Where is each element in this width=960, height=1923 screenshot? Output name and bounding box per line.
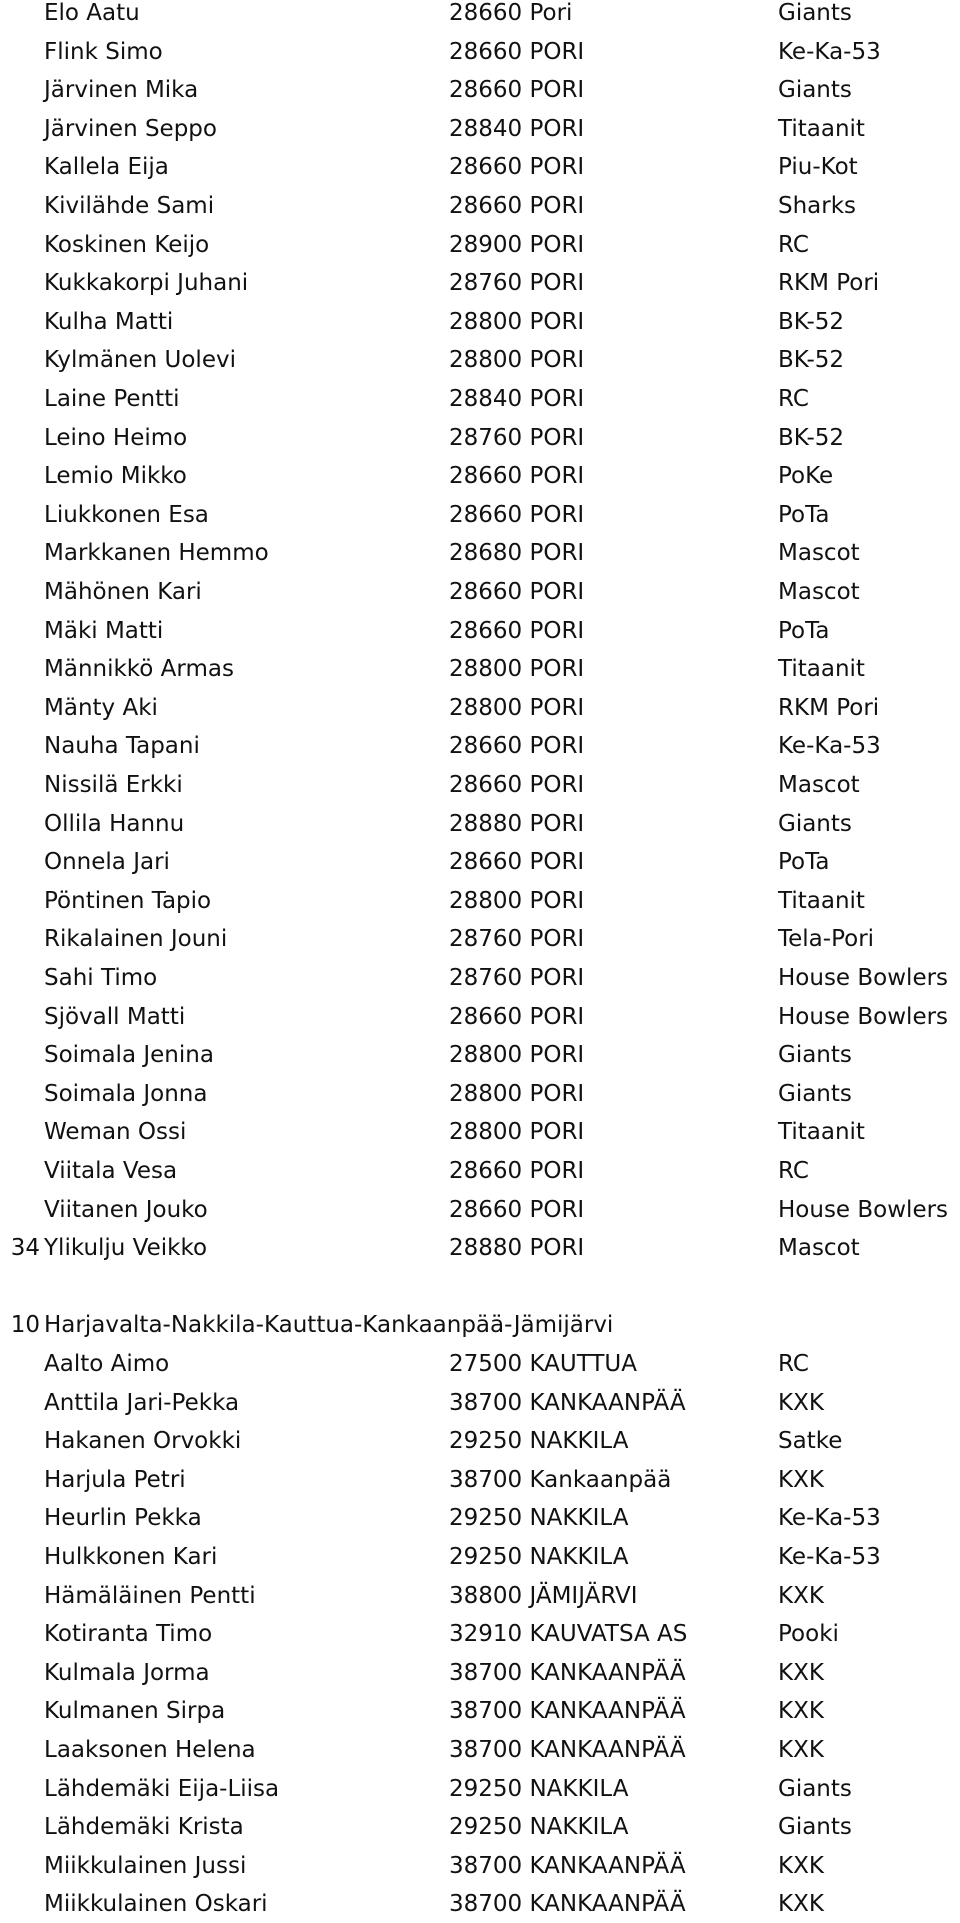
row-number: 34 — [10, 1235, 40, 1262]
member-name: Koskinen Keijo — [44, 231, 210, 258]
table-row — [0, 419, 960, 457]
member-address: 28660 PORI — [449, 463, 585, 490]
section-number: 10 — [10, 1312, 40, 1339]
member-name: Hulkkonen Kari — [44, 1544, 218, 1570]
member-address: 28660 PORI — [449, 733, 585, 760]
member-club: Giants — [778, 1080, 852, 1107]
member-club: BK-52 — [778, 308, 845, 335]
member-club: Mascot — [778, 540, 860, 567]
member-club: RC — [778, 386, 809, 412]
table-row — [0, 1075, 960, 1113]
member-address: 28660 PORI — [449, 617, 585, 644]
table-row — [0, 1229, 960, 1267]
member-address: 28660 Pori — [449, 0, 573, 26]
member-club: Piu-Kot — [778, 154, 858, 181]
member-name: Soimala Jenina — [44, 1042, 214, 1069]
member-address: 28760 PORI — [449, 270, 585, 297]
member-club: Titaanit — [778, 1119, 865, 1146]
member-name: Soimala Jonna — [44, 1080, 208, 1107]
member-club: Giants — [778, 1775, 852, 1802]
table-row — [0, 689, 960, 727]
member-club: House Bowlers — [778, 965, 949, 991]
member-address: 28660 PORI — [449, 38, 585, 65]
member-name: Harjula Petri — [44, 1466, 186, 1493]
member-name: Järvinen Mika — [44, 77, 199, 104]
table-row — [0, 1384, 960, 1422]
member-address: 32910 KAUVATSA AS — [449, 1621, 688, 1648]
table-row — [0, 496, 960, 534]
member-name: Lähdemäki Eija-Liisa — [44, 1775, 280, 1802]
section-header — [0, 1306, 960, 1344]
member-club: BK-52 — [778, 424, 845, 451]
section-title: Harjavalta-Nakkila-Kauttua-Kankaanpää-Jämijärvi — [44, 1312, 614, 1339]
member-address: 28660 PORI — [449, 1158, 585, 1184]
table-row — [0, 920, 960, 958]
member-address: 28660 PORI — [449, 772, 585, 798]
table-row — [0, 727, 960, 765]
member-address: 29250 NAKKILA — [449, 1428, 629, 1455]
member-address: 38700 KANKAANPÄÄ — [449, 1737, 686, 1763]
member-club: Ke-Ka-53 — [778, 733, 881, 760]
table-row — [0, 33, 960, 71]
member-name: Ylikulju Veikko — [44, 1235, 208, 1262]
member-name: Kylmänen Uolevi — [44, 347, 236, 374]
member-address: 28800 PORI — [449, 656, 585, 683]
member-address: 28660 PORI — [449, 849, 585, 876]
member-club: Titaanit — [778, 115, 865, 142]
member-club: KXK — [778, 1737, 824, 1763]
member-club: KXK — [778, 1698, 824, 1725]
member-address: 38700 KANKAANPÄÄ — [449, 1698, 686, 1725]
member-club: PoTa — [778, 501, 830, 528]
member-address: 28660 PORI — [449, 193, 585, 219]
member-name: Kotiranta Timo — [44, 1621, 213, 1648]
table-row — [0, 1808, 960, 1846]
member-name: Flink Simo — [44, 38, 163, 65]
member-name: Laine Pentti — [44, 386, 180, 412]
member-address: 28660 PORI — [449, 579, 585, 605]
member-club: Giants — [778, 0, 852, 26]
member-address: 28800 PORI — [449, 1042, 585, 1069]
table-row — [0, 959, 960, 997]
table-row — [0, 1461, 960, 1499]
member-address: 28760 PORI — [449, 926, 585, 953]
member-address: 28660 PORI — [449, 154, 585, 181]
table-row — [0, 1885, 960, 1923]
table-row — [0, 303, 960, 341]
member-club: Ke-Ka-53 — [778, 38, 881, 65]
member-club: House Bowlers — [778, 1196, 949, 1223]
member-club: Satke — [778, 1428, 843, 1455]
table-row — [0, 341, 960, 379]
member-club: Ke-Ka-53 — [778, 1505, 881, 1532]
member-address: 38700 KANKAANPÄÄ — [449, 1891, 686, 1918]
table-row — [0, 0, 960, 32]
member-address: 28900 PORI — [449, 231, 585, 258]
table-row — [0, 1692, 960, 1730]
table-row — [0, 226, 960, 264]
member-club: Giants — [778, 77, 852, 104]
member-name: Mäki Matti — [44, 617, 164, 644]
member-name: Kulmanen Sirpa — [44, 1698, 226, 1725]
member-name: Nauha Tapani — [44, 733, 200, 760]
member-club: BK-52 — [778, 347, 845, 374]
table-row — [0, 805, 960, 843]
table-row — [0, 187, 960, 225]
member-address: 38700 KANKAANPÄÄ — [449, 1852, 686, 1879]
member-address: 28660 PORI — [449, 1003, 585, 1030]
member-club: Tela-Pori — [778, 926, 875, 953]
member-name: Weman Ossi — [44, 1119, 187, 1146]
table-row — [0, 882, 960, 920]
member-club: PoTa — [778, 617, 830, 644]
member-club: KXK — [778, 1852, 824, 1879]
member-name: Kallela Eija — [44, 154, 169, 181]
member-address: 38700 Kankaanpää — [449, 1466, 672, 1493]
member-club: RC — [778, 1351, 809, 1377]
table-row — [0, 1615, 960, 1653]
member-name: Mänty Aki — [44, 694, 158, 721]
member-name: Kulmala Jorma — [44, 1659, 210, 1686]
member-name: Lähdemäki Krista — [44, 1814, 244, 1841]
table-row — [0, 1499, 960, 1537]
member-name: Viitala Vesa — [44, 1158, 178, 1184]
table-row — [0, 380, 960, 418]
member-address: 28660 PORI — [449, 77, 585, 104]
member-name: Liukkonen Esa — [44, 501, 209, 528]
table-row — [0, 573, 960, 611]
member-address: 28800 PORI — [449, 308, 585, 335]
table-row — [0, 612, 960, 650]
member-club: Giants — [778, 1814, 852, 1841]
member-name: Aalto Aimo — [44, 1351, 170, 1377]
table-row — [0, 148, 960, 186]
member-club: Mascot — [778, 1235, 860, 1262]
member-name: Elo Aatu — [44, 0, 140, 26]
member-address: 27500 KAUTTUA — [449, 1351, 637, 1377]
table-row — [0, 1191, 960, 1229]
member-name: Onnela Jari — [44, 849, 170, 876]
member-club: KXK — [778, 1891, 824, 1918]
table-row — [0, 1422, 960, 1460]
member-club: RKM Pori — [778, 694, 880, 721]
member-club: KXK — [778, 1659, 824, 1686]
member-name: Hakanen Orvokki — [44, 1428, 242, 1455]
table-row — [0, 766, 960, 804]
member-name: Anttila Jari-Pekka — [44, 1389, 240, 1416]
member-address: 28680 PORI — [449, 540, 585, 567]
member-name: Laaksonen Helena — [44, 1737, 256, 1763]
member-club: RC — [778, 231, 809, 258]
member-name: Rikalainen Jouni — [44, 926, 228, 953]
table-row — [0, 457, 960, 495]
member-address: 29250 NAKKILA — [449, 1775, 629, 1802]
table-row — [0, 1770, 960, 1808]
table-row — [0, 1036, 960, 1074]
table-row — [0, 1345, 960, 1383]
member-address: 28660 PORI — [449, 501, 585, 528]
table-row — [0, 71, 960, 109]
table-row — [0, 534, 960, 572]
member-name: Kukkakorpi Juhani — [44, 270, 249, 297]
member-name: Järvinen Seppo — [44, 115, 217, 142]
member-club: KXK — [778, 1389, 824, 1416]
member-name: Ollila Hannu — [44, 810, 185, 837]
member-address: 28840 PORI — [449, 115, 585, 142]
member-club: Mascot — [778, 579, 860, 605]
member-address: 38700 KANKAANPÄÄ — [449, 1659, 686, 1686]
member-address: 28760 PORI — [449, 424, 585, 451]
table-row — [0, 1847, 960, 1885]
member-address: 28800 PORI — [449, 887, 585, 914]
member-name: Mähönen Kari — [44, 579, 202, 605]
table-row — [0, 1538, 960, 1576]
member-club: Sharks — [778, 193, 857, 219]
member-club: Ke-Ka-53 — [778, 1544, 881, 1570]
member-address: 29250 NAKKILA — [449, 1814, 629, 1841]
member-address: 28880 PORI — [449, 810, 585, 837]
member-address: 28800 PORI — [449, 347, 585, 374]
member-club: Giants — [778, 810, 852, 837]
table-row — [0, 1731, 960, 1769]
member-club: KXK — [778, 1466, 824, 1493]
member-name: Markkanen Hemmo — [44, 540, 269, 567]
table-row — [0, 843, 960, 881]
table-row — [0, 1113, 960, 1151]
member-address: 28760 PORI — [449, 965, 585, 991]
member-address: 29250 NAKKILA — [449, 1544, 629, 1570]
member-address: 28840 PORI — [449, 386, 585, 412]
member-club: PoKe — [778, 463, 834, 490]
member-name: Miikkulainen Jussi — [44, 1852, 247, 1879]
member-club: PoTa — [778, 849, 830, 876]
member-name: Leino Heimo — [44, 424, 188, 451]
member-club: Giants — [778, 1042, 852, 1069]
member-name: Männikkö Armas — [44, 656, 234, 683]
member-club: KXK — [778, 1582, 824, 1609]
table-row — [0, 264, 960, 302]
member-name: Pöntinen Tapio — [44, 887, 212, 914]
member-club: Mascot — [778, 772, 860, 798]
member-address: 28880 PORI — [449, 1235, 585, 1262]
member-club: House Bowlers — [778, 1003, 949, 1030]
member-club: RC — [778, 1158, 809, 1184]
member-address: 29250 NAKKILA — [449, 1505, 629, 1532]
table-row — [0, 110, 960, 148]
member-name: Lemio Mikko — [44, 463, 187, 490]
table-row — [0, 1654, 960, 1692]
member-address: 28800 PORI — [449, 694, 585, 721]
table-row — [0, 1152, 960, 1190]
member-name: Kivilähde Sami — [44, 193, 215, 219]
member-name: Sahi Timo — [44, 965, 158, 991]
member-name: Heurlin Pekka — [44, 1505, 202, 1532]
table-row — [0, 1577, 960, 1615]
table-row — [0, 650, 960, 688]
member-address: 28660 PORI — [449, 1196, 585, 1223]
member-name: Viitanen Jouko — [44, 1196, 208, 1223]
member-name: Sjövall Matti — [44, 1003, 186, 1030]
member-club: Titaanit — [778, 656, 865, 683]
member-address: 28800 PORI — [449, 1080, 585, 1107]
member-club: RKM Pori — [778, 270, 880, 297]
member-name: Miikkulainen Oskari — [44, 1891, 268, 1918]
table-row — [0, 998, 960, 1036]
member-name: Hämäläinen Pentti — [44, 1582, 256, 1609]
member-club: Pooki — [778, 1621, 839, 1648]
member-address: 38700 KANKAANPÄÄ — [449, 1389, 686, 1416]
member-address: 28800 PORI — [449, 1119, 585, 1146]
member-name: Nissilä Erkki — [44, 772, 183, 798]
member-name: Kulha Matti — [44, 308, 174, 335]
member-club: Titaanit — [778, 887, 865, 914]
member-address: 38800 JÄMIJÄRVI — [449, 1582, 638, 1609]
